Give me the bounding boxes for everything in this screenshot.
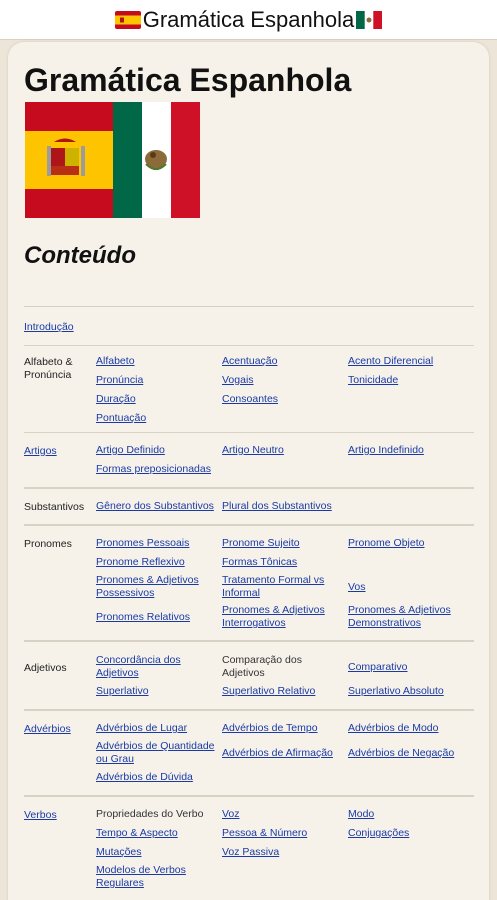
toc-link-item[interactable]: Formas preposicionadas [96, 463, 211, 475]
toc-row-intro [24, 307, 474, 346]
toc-link-item[interactable]: Duração [96, 393, 136, 405]
toc-link-item[interactable]: Comparativo [348, 660, 408, 673]
toc-link-item[interactable]: Pronomes & Adjetivos Possessivos [96, 574, 199, 599]
toc-link-item[interactable]: Advérbios de Afirmação [222, 746, 333, 759]
toc-empty-cell [222, 864, 348, 890]
toc-empty-cell [222, 462, 348, 477]
toc-link-item[interactable]: Advérbios de Quantidade ou Grau [96, 740, 215, 765]
toc-link-item[interactable]: Pronomes & Adjetivos Demonstrativos [348, 604, 451, 629]
toc-category: Adjetivos [24, 662, 67, 674]
toc-link-item[interactable]: Gênero dos Substantivos [96, 500, 214, 512]
toc-link-item[interactable]: Pronúncia [96, 374, 144, 386]
app-bar [0, 0, 497, 40]
toc-link-item: Comparação dos Adjetivos [222, 654, 302, 679]
toc-link-item[interactable]: Pronomes Pessoais [96, 537, 190, 549]
toc-category: Alfabeto & Pronúncia [24, 356, 73, 381]
toc-empty-cell [348, 499, 474, 514]
spain-flag-icon [115, 11, 141, 29]
toc-empty-cell [348, 555, 474, 570]
toc-empty-cell [348, 770, 474, 785]
toc-link-item[interactable]: Pronome Reflexivo [96, 556, 185, 568]
toc-link-item[interactable]: Advérbios de Dúvida [96, 771, 193, 783]
toc-link-introducao[interactable]: Introdução [24, 321, 74, 333]
toc-link-item[interactable]: Acento Diferencial [348, 355, 434, 367]
toc-link-item: Propriedades do Verbo [96, 808, 204, 820]
toc-link-item[interactable]: Pronomes Relativos [96, 610, 190, 623]
toc-link-item[interactable]: Tempo & Aspecto [96, 827, 178, 839]
toc-links [96, 443, 474, 477]
content-card [8, 42, 489, 900]
table-of-contents [24, 306, 474, 900]
app-title: Gramática Espanhola [142, 6, 355, 32]
toc-row-artigos [24, 433, 474, 489]
toc-link-item[interactable]: Artigo Neutro [222, 444, 284, 456]
toc-link-item[interactable]: Pontuação [96, 412, 147, 424]
toc-links [96, 499, 474, 514]
toc-row-pronomes [24, 526, 474, 642]
toc-link-item[interactable]: Mutações [96, 846, 142, 858]
toc-empty-cell [348, 411, 474, 426]
toc-link-item[interactable]: Pronomes & Adjetivos Interrogativos [222, 604, 325, 629]
toc-link-item[interactable]: Vos [348, 580, 366, 593]
toc-empty-cell [348, 864, 474, 890]
toc-empty-cell [222, 411, 348, 426]
toc-link-item[interactable]: Voz [222, 808, 240, 820]
toc-empty-cell [348, 392, 474, 407]
toc-link-item[interactable]: Pessoa & Número [222, 827, 308, 839]
toc-link-item[interactable]: Artigo Definido [96, 444, 165, 456]
toc-link-item[interactable]: Advérbios de Modo [348, 722, 439, 734]
toc-link-item[interactable]: Superlativo Relativo [222, 685, 316, 697]
toc-category-link[interactable]: Advérbios [24, 723, 71, 735]
toc-link-item[interactable]: Modo [348, 808, 375, 820]
toc-link-item[interactable]: Advérbios de Tempo [222, 722, 318, 734]
toc-empty-cell [348, 845, 474, 860]
toc-link-item[interactable]: Artigo Indefinido [348, 444, 424, 456]
toc-link-item[interactable]: Pronome Sujeito [222, 537, 300, 549]
toc-link-item[interactable]: Advérbios de Negação [348, 746, 455, 759]
toc-link-item[interactable]: Superlativo Absoluto [348, 685, 444, 697]
toc-link-item[interactable]: Concordância dos Adjetivos [96, 654, 181, 679]
toc-link-item[interactable]: Advérbios de Lugar [96, 722, 188, 734]
toc-link-item[interactable]: Consoantes [222, 393, 279, 405]
toc-category-link[interactable]: Artigos [24, 445, 57, 457]
toc-links [96, 354, 474, 426]
toc-row-alfabeto [24, 346, 474, 433]
toc-link-item[interactable]: Tratamento Formal vs Informal [222, 574, 325, 599]
page-title: Gramática Espanhola [24, 62, 352, 98]
toc-link-item[interactable]: Alfabeto [96, 355, 135, 367]
toc-link-item[interactable]: Formas Tônicas [222, 556, 298, 568]
toc-category-link[interactable]: Verbos [24, 809, 57, 821]
toc-link-item[interactable]: Pronome Objeto [348, 537, 425, 549]
toc-link-item[interactable]: Acentuação [222, 355, 278, 367]
contents-heading: Conteúdo [24, 242, 136, 269]
toc-link-item[interactable]: Conjugações [348, 827, 410, 839]
toc-empty-cell [222, 770, 348, 785]
toc-link-item[interactable]: Vogais [222, 374, 254, 386]
toc-empty-cell [348, 462, 474, 477]
toc-row-adjetivos [24, 642, 474, 711]
toc-row-verbos [24, 797, 474, 900]
toc-category: Substantivos [24, 501, 85, 513]
toc-row-substantivos [24, 489, 474, 526]
toc-category: Pronomes [24, 538, 72, 550]
toc-link-item[interactable]: Superlativo [96, 685, 149, 697]
toc-link-item[interactable]: Modelos de Verbos Regulares [96, 864, 186, 889]
toc-row-adverbios [24, 711, 474, 797]
toc-link-item[interactable]: Tonicidade [348, 374, 399, 386]
mexico-flag-icon [356, 11, 382, 29]
toc-links [96, 654, 474, 699]
toc-links [96, 721, 474, 785]
spain-mexico-flags-image [25, 102, 200, 218]
toc-links [96, 807, 474, 890]
toc-link-item[interactable]: Plural dos Substantivos [222, 500, 332, 512]
toc-links [96, 536, 474, 630]
toc-link-item[interactable]: Voz Passiva [222, 846, 280, 858]
